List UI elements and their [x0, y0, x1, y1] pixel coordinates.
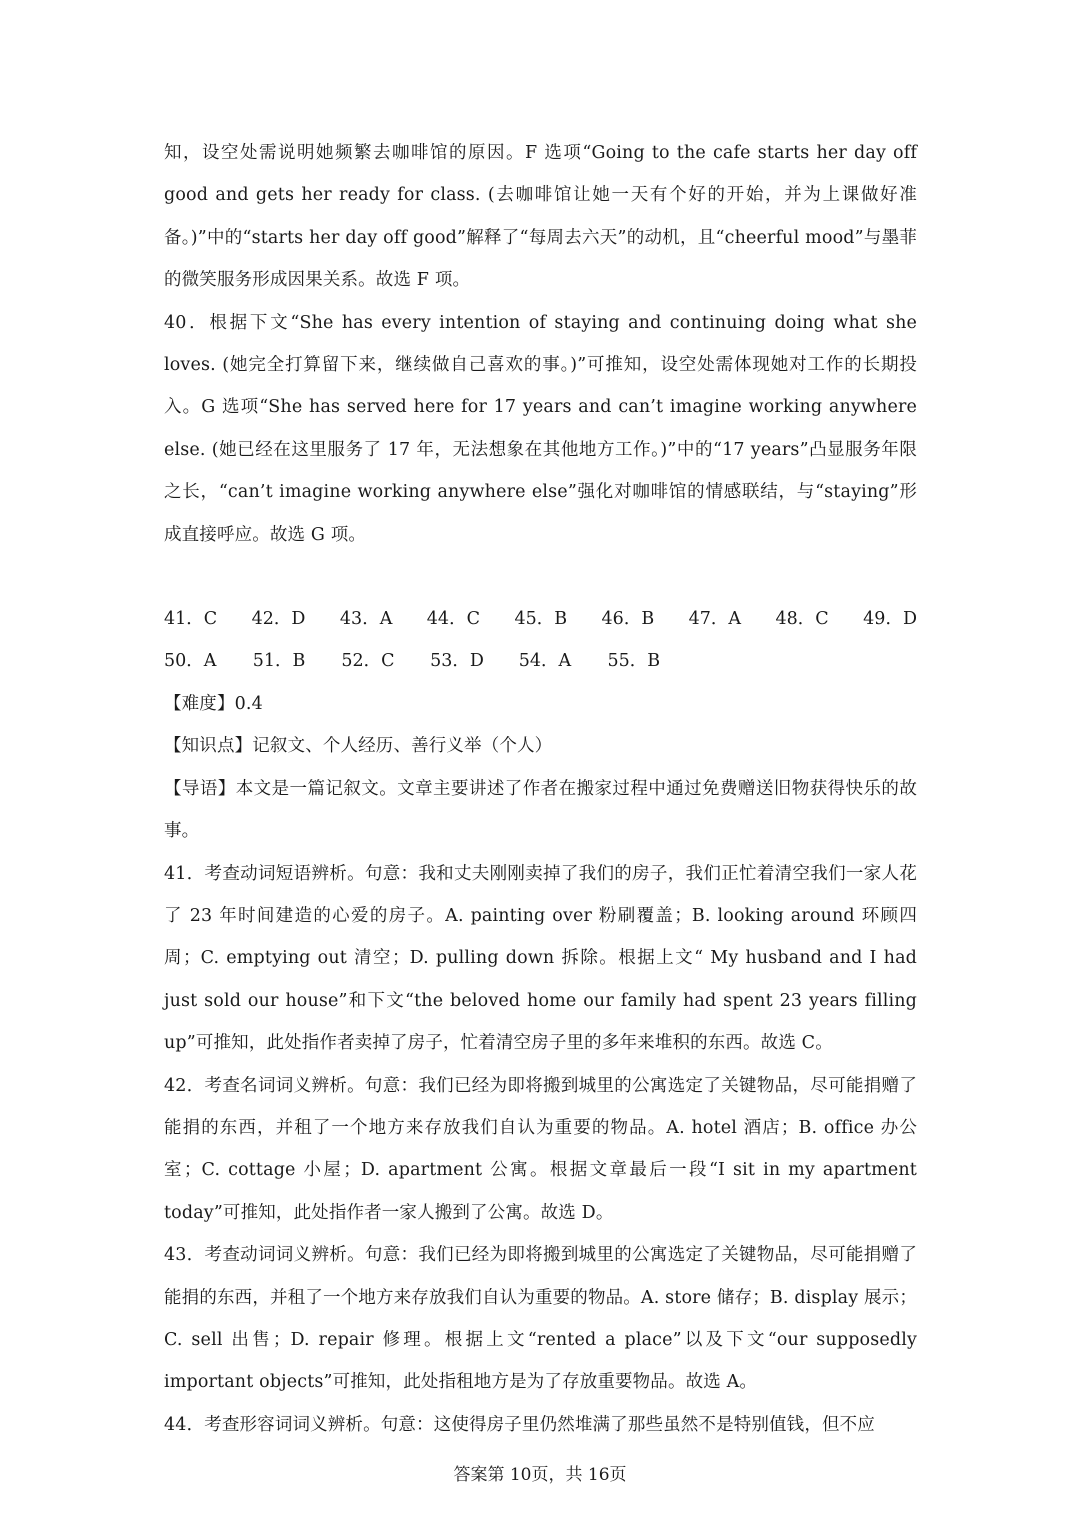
difficulty-label: 【难度】0.4	[164, 693, 263, 714]
answer-46: 46．B	[601, 609, 655, 630]
knowledge-points-label: 【知识点】记叙文、个人经历、善行义举（个人）	[164, 736, 553, 757]
answer-49: 49．D	[863, 609, 917, 630]
answer-row-2	[164, 640, 917, 682]
document-body	[164, 132, 917, 1446]
paragraph-q44: 44．考查形容词词义辨析。句意：这使得房子里仍然堆满了那些虽然不是特别值钱，但不应	[164, 1414, 875, 1435]
answer-54: 54．A	[518, 651, 572, 672]
answer-48: 48．C	[775, 609, 829, 630]
page-footer: 答案第 10页，共 16页	[453, 1465, 627, 1485]
answer-key	[164, 598, 917, 683]
section-gap	[164, 556, 917, 598]
answer-42: 42．D	[251, 609, 306, 630]
paragraph-q40: 40．根据下文“She has every intention of staying and continuing doing what she loves. (她完全打算留下来，继续做自己喜欢的事。)”可推知，设空处需体现她对工作的长期投入。G 选项“She has served here for 17 years and can’t imagine working anywhere else. (她已经在这里服务了 17 年，无法想象在其他地方工作。)”中的“17 years”凸显服务年限之长，“can’t imagine working anywhere else”强化对咖啡馆的情感联结，与“staying”形成直接呼应。故选 G 项。	[164, 312, 917, 545]
answer-51: 51．B	[252, 651, 306, 672]
intro-paragraph: 【导语】本文是一篇记叙文。文章主要讲述了作者在搬家过程中通过免费赠送旧物获得快乐的故事。	[164, 778, 917, 842]
answer-row-1	[164, 598, 917, 640]
paragraph-q41: 41．考查动词短语辨析。句意：我和丈夫刚刚卖掉了我们的房子，我们正忙着清空我们一家人花了 23 年时间建造的心爱的房子。A. painting over 粉刷覆盖；B. looking around 环顾四周；C. emptying out 清空；D. pulling down 拆除。根据上文“ My husband and I had just sold our house”和下文“the beloved home our family had spent 23 years filling up”可推知，此处指作者卖掉了房子，忙着清空房子里的多年来堆积的东西。故选 C。	[164, 863, 917, 1054]
answer-41: 41．C	[164, 609, 218, 630]
answer-52: 52．C	[341, 651, 395, 672]
answer-45: 45．B	[514, 609, 568, 630]
paragraph-q42: 42．考查名词词义辨析。句意：我们已经为即将搬到城里的公寓选定了关键物品，尽可能捐赠了能捐的东西，并租了一个地方来存放我们自认为重要的物品。A. hotel 酒店；B. office 办公室；C. cottage 小屋；D. apartment 公寓。根据文章最后一段“I sit in my apartment today”可推知，此处指作者一家人搬到了公寓。故选 D。	[164, 1075, 917, 1223]
answer-53: 53．D	[430, 651, 484, 672]
answer-43: 43．A	[339, 609, 393, 630]
answer-55: 55．B	[607, 651, 661, 672]
paragraph-q43: 43．考查动词词义辨析。句意：我们已经为即将搬到城里的公寓选定了关键物品，尽可能捐赠了能捐的东西，并租了一个地方来存放我们自认为重要的物品。A. store 储存；B. display 展示；C. sell 出售；D. repair 修理。根据上文“rented a place”以及下文“our supposedly important objects”可推知，此处指租地方是为了存放重要物品。故选 A。	[164, 1245, 917, 1393]
answer-44: 44．C	[426, 609, 480, 630]
answer-47: 47．A	[688, 609, 742, 630]
paragraph-q39-continued: 知，设空处需说明她频繁去咖啡馆的原因。F 选项“Going to the cafe starts her day off good and gets her ready for class. (去咖啡馆让她一天有个好的开始，并为上课做好准备。)”中的“starts her day off good”解释了“每周去六天”的动机，且“cheerful mood”与墨菲的微笑服务形成因果关系。故选 F 项。	[164, 143, 917, 291]
answer-50: 50．A	[164, 651, 217, 672]
